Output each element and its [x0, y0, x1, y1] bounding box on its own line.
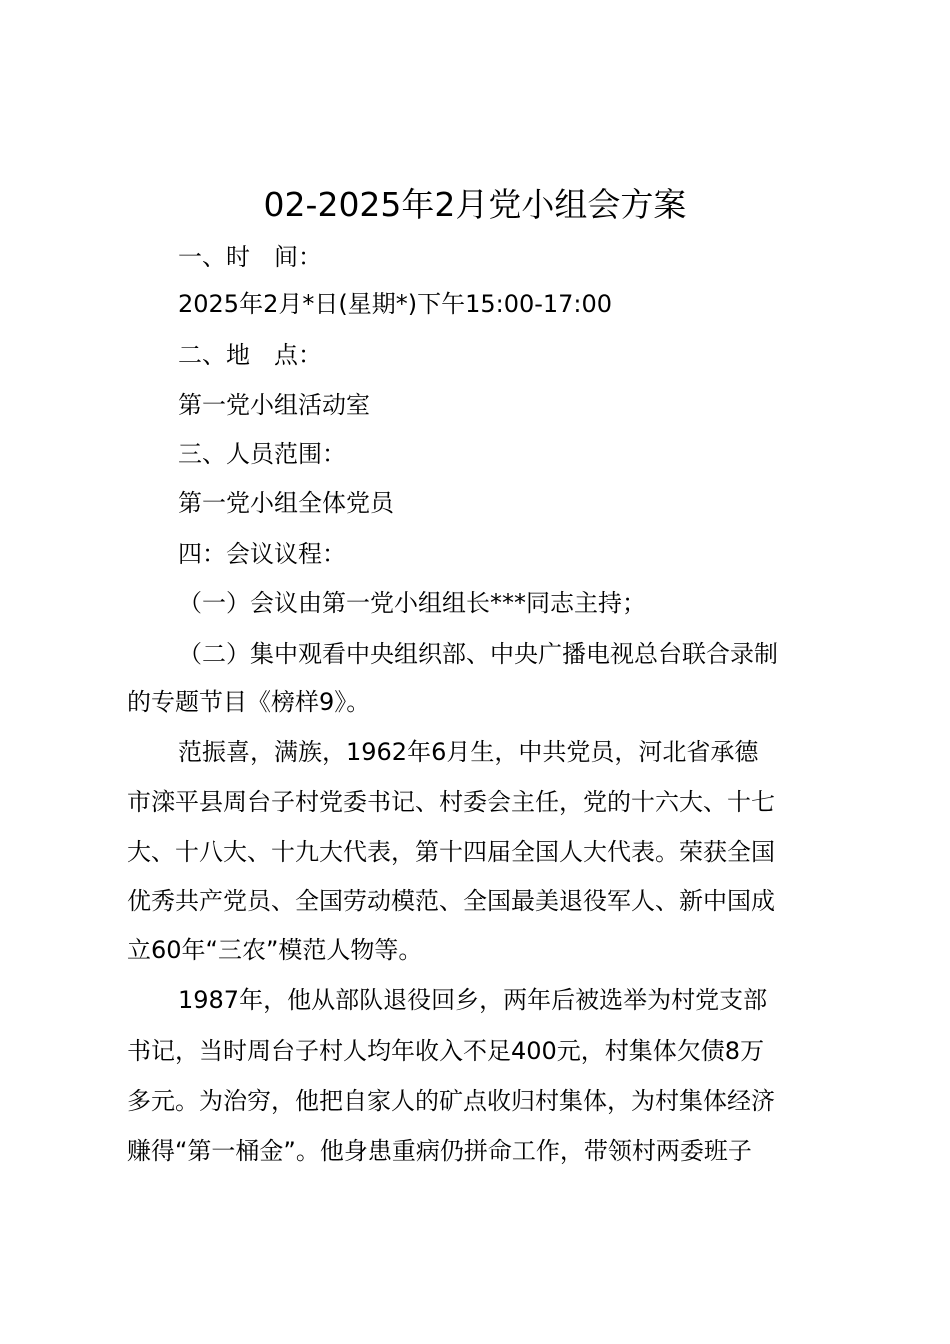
paragraph-1-line-2: 市滦平县周台子村党委书记、村委会主任，党的十六大、十七 [127, 788, 775, 816]
paragraph-2-line-3: 多元。为治穷，他把自家人的矿点收归村集体，为村集体经济 [127, 1087, 775, 1115]
section-heading-time: 一、时 间： [178, 243, 322, 271]
paragraph-1-line-1: 范振喜，满族，1962年6月生，中共党员，河北省承德 [178, 738, 759, 766]
agenda-item-2-line-1: （二）集中观看中央组织部、中央广播电视总台联合录制 [178, 640, 778, 668]
participants-text: 第一党小组全体党员 [178, 489, 394, 517]
agenda-item-1: （一）会议由第一党小组组长***同志主持； [178, 589, 646, 617]
section-heading-location: 二、地 点： [178, 341, 322, 369]
meeting-location-text: 第一党小组活动室 [178, 391, 370, 419]
paragraph-2-line-1: 1987年，他从部队退役回乡，两年后被选举为村党支部 [178, 986, 768, 1014]
document-title: 02-2025年2月党小组会方案 [263, 185, 687, 224]
meeting-time-text: 2025年2月*日(星期*)下午15:00-17:00 [178, 290, 613, 318]
paragraph-1-line-3: 大、十八大、十九大代表，第十四届全国人大代表。荣获全国 [127, 838, 775, 866]
paragraph-1-line-5: 立60年“三农”模范人物等。 [127, 936, 423, 964]
section-heading-participants: 三、人员范围： [178, 440, 346, 468]
paragraph-1-line-4: 优秀共产党员、全国劳动模范、全国最美退役军人、新中国成 [127, 887, 775, 915]
paragraph-2-line-4: 赚得“第一桶金”。他身患重病仍拼命工作，带领村两委班子 [127, 1137, 752, 1165]
paragraph-2-line-2: 书记，当时周台子村人均年收入不足400元，村集体欠债8万 [127, 1037, 765, 1065]
agenda-item-2-line-2: 的专题节目《榜样9》。 [127, 688, 371, 716]
section-heading-agenda: 四：会议议程： [178, 540, 346, 568]
